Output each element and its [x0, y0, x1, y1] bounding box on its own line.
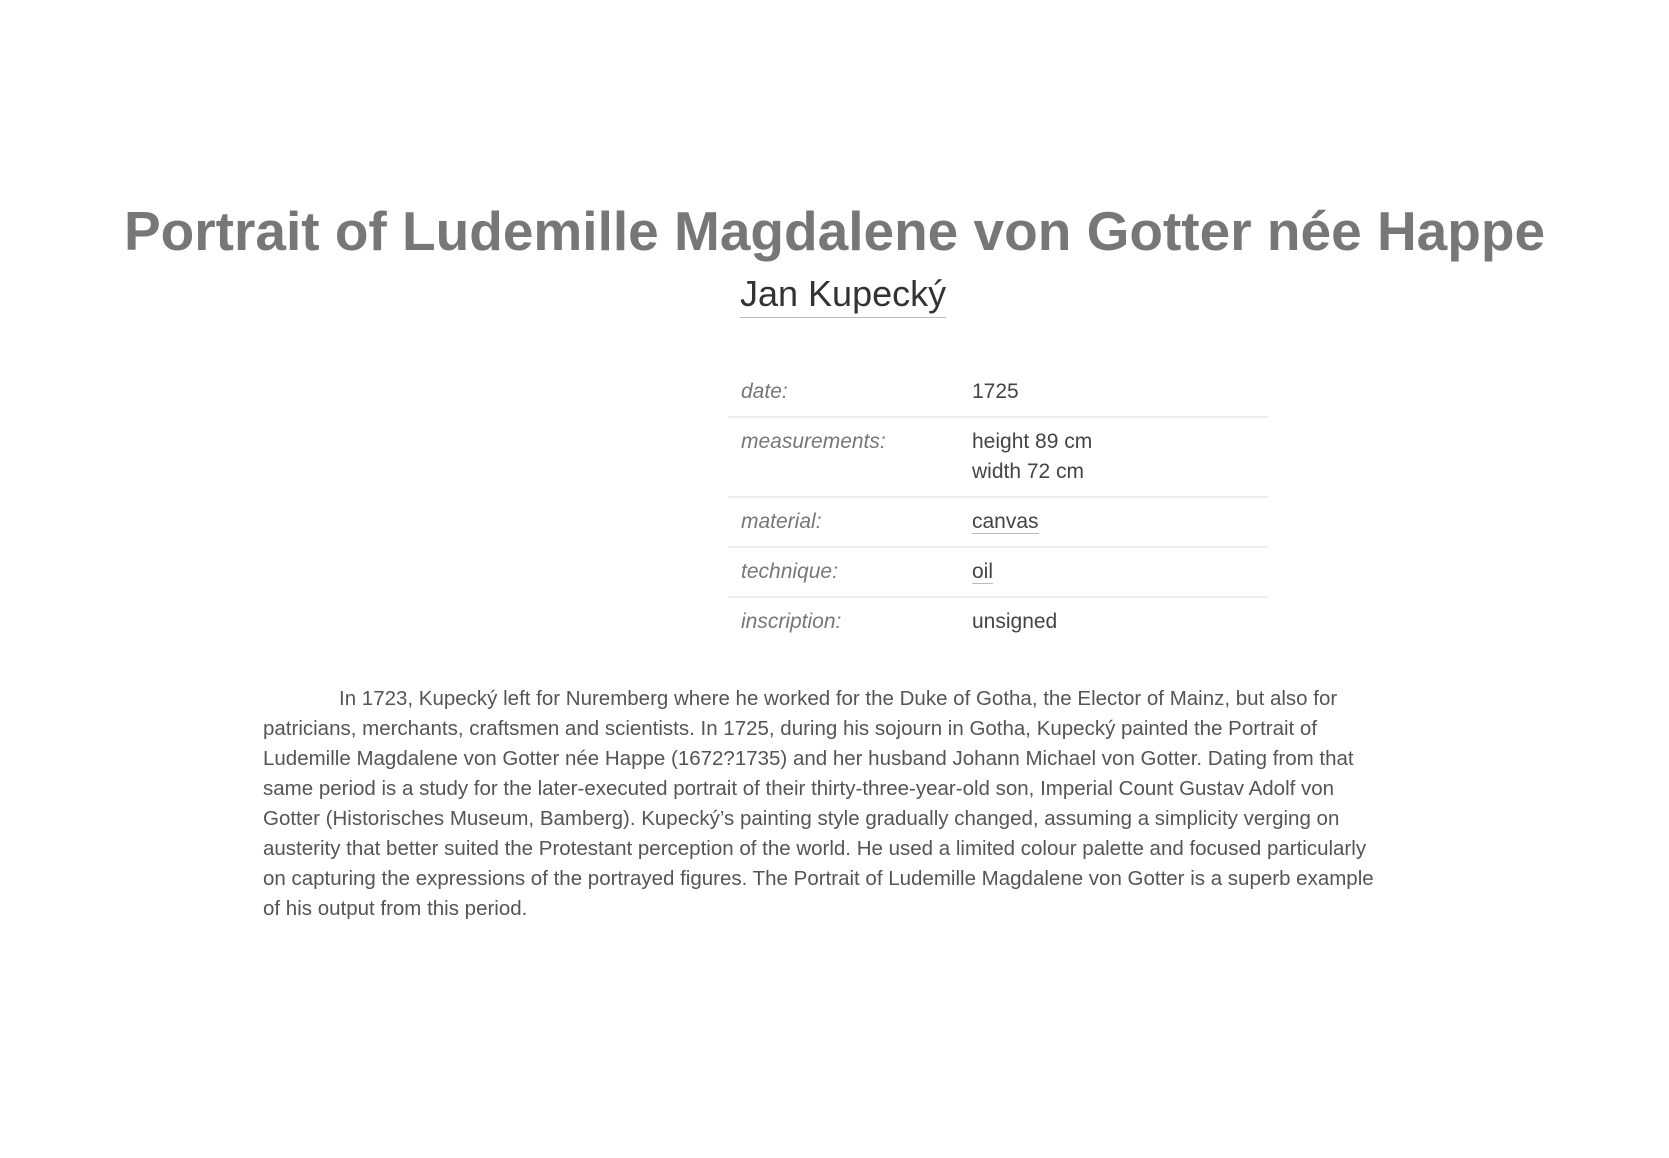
detail-value-date: [972, 368, 1268, 417]
detail-label-technique: technique:: [741, 560, 838, 583]
detail-value-measurements: [972, 417, 1268, 497]
artwork-description: In 1723, Kupecký left for Nuremberg where he worked for the Duke of Gotha, the Elector of Mainz, but also for patricians, merchants, craftsmen and scientists. In 1725, during his sojourn in Gotha, Kupecký painted the Portrait of Ludemille Magdalene von Gotter née Happe (1672?1735) and her husband Johann Michael von Gotter. Dating from that same period is a study for the later-executed portrait of their thirty-three-year-old son, Imperial Count Gustav Adolf von Gotter (Historisches Museum, Bamberg). Kupecký’s painting style gradually changed, assuming a simplicity verging on austerity that better suited the Protestant perception of the world. He used a limited colour palette and focused particularly on capturing the expressions of the portrayed figures. The Portrait of Ludemille Magdalene von Gotter is a superb example of his output from this period.: [263, 687, 1374, 920]
detail-row-date: [728, 368, 1268, 417]
artwork-details-table: [728, 368, 1268, 646]
date-value: 1725: [972, 380, 1019, 403]
detail-row-material: [728, 497, 1268, 547]
technique-link[interactable]: oil: [972, 560, 994, 583]
artwork-title: Portrait of Ludemille Magdalene von Gotter née Happe: [123, 200, 1546, 262]
detail-row-measurements: [728, 417, 1268, 497]
detail-value-inscription: [972, 597, 1268, 646]
detail-row-technique: [728, 547, 1268, 597]
detail-row-inscription: [728, 597, 1268, 646]
width-value: width 72 cm: [972, 460, 1085, 483]
detail-value-material: [972, 497, 1268, 547]
author-link[interactable]: Jan Kupecký: [740, 272, 946, 318]
height-value: height 89 cm: [972, 430, 1093, 453]
material-link[interactable]: canvas: [972, 510, 1039, 533]
detail-label-material: material:: [741, 510, 822, 533]
detail-label-date: date:: [741, 380, 788, 403]
detail-label-inscription: inscription:: [741, 610, 842, 633]
inscription-value: unsigned: [972, 610, 1058, 633]
detail-value-technique: [972, 547, 1268, 597]
detail-label-measurements: measurements:: [741, 430, 886, 453]
